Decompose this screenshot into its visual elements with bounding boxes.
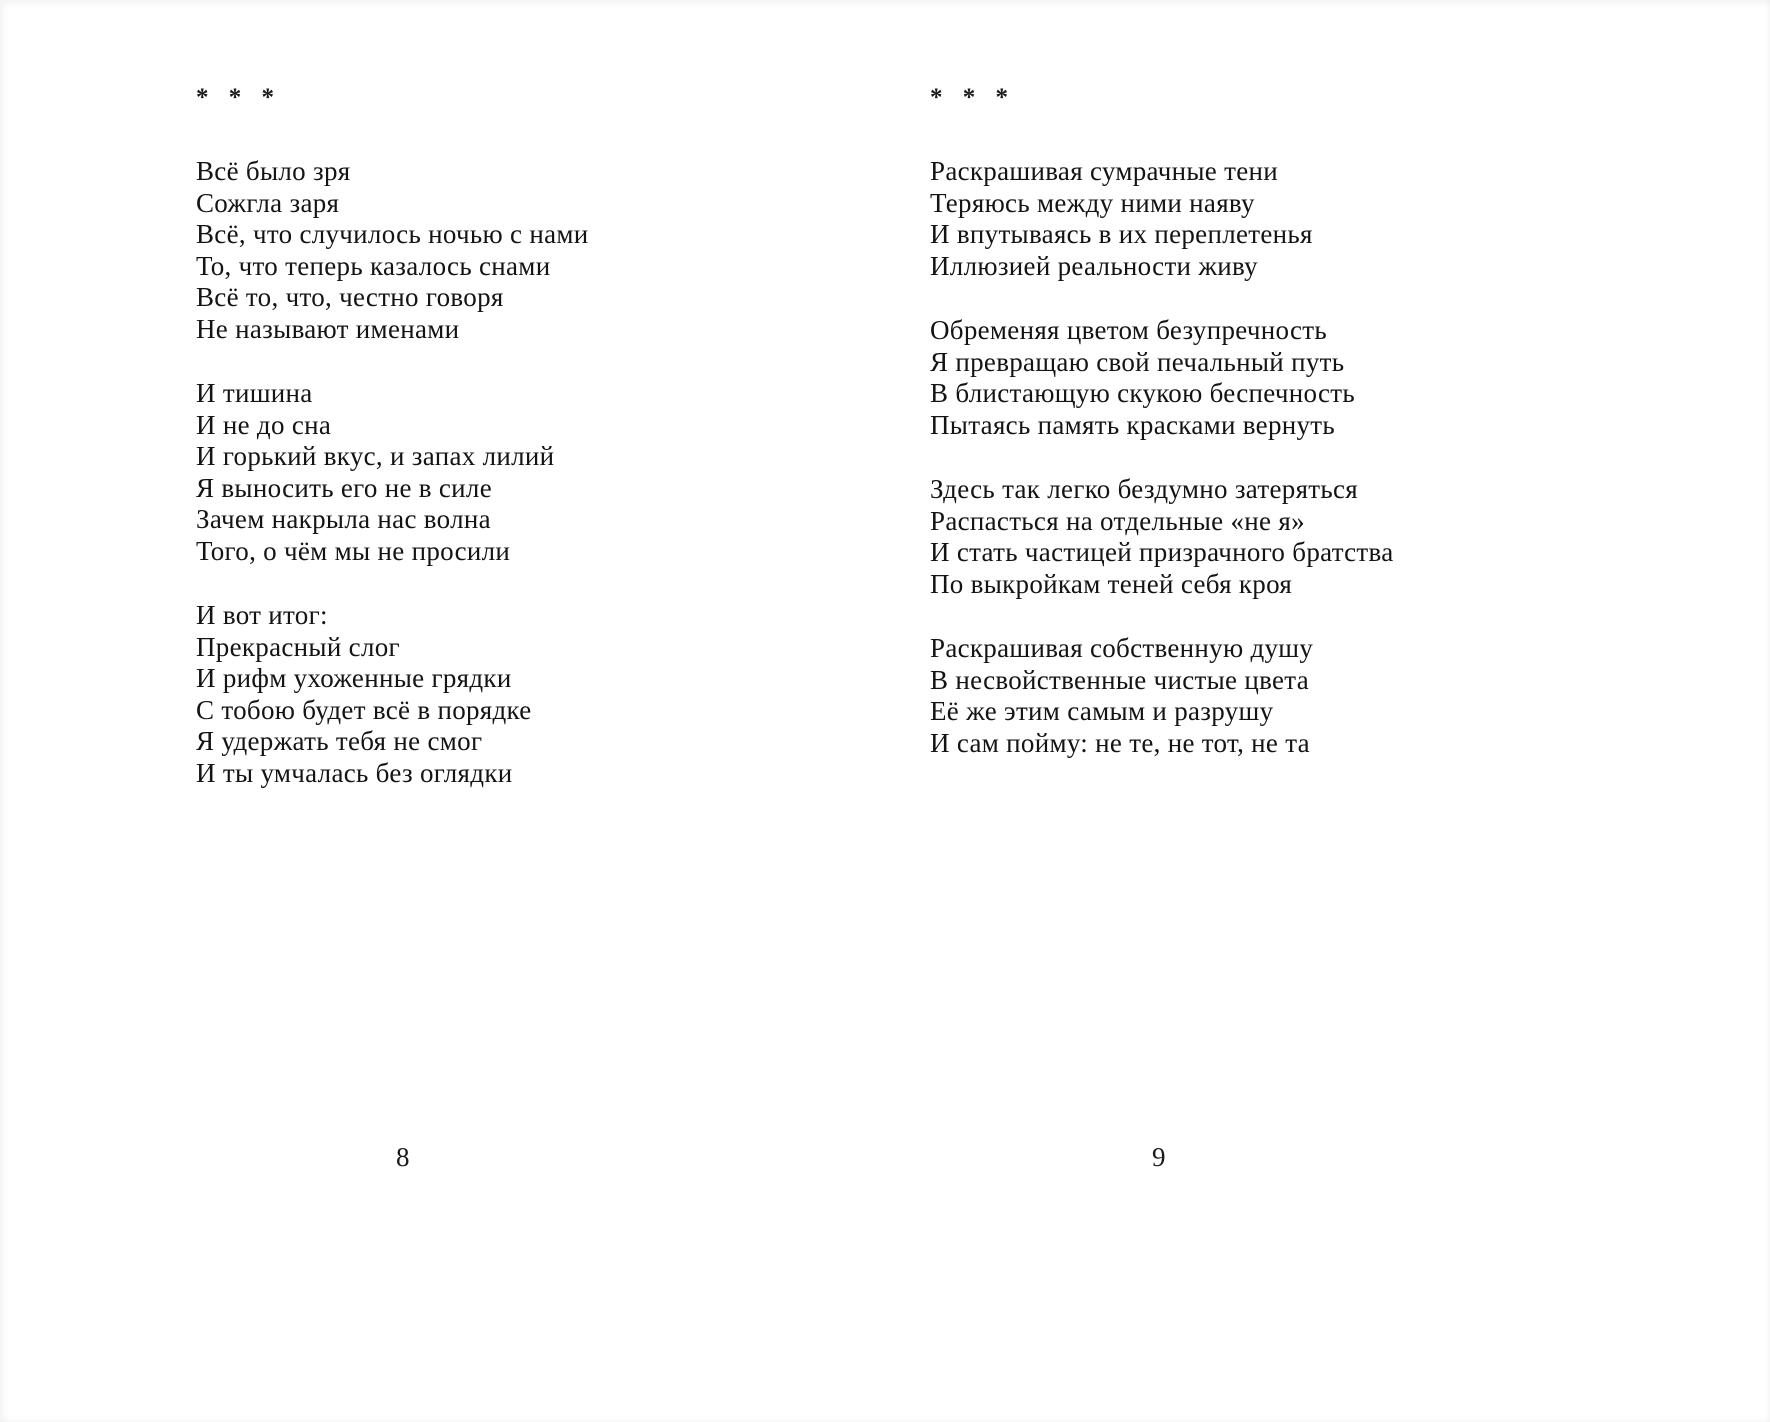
stanza bbox=[930, 474, 1570, 600]
poem-line: И впутываясь в их переплетенья bbox=[930, 219, 1313, 249]
poem-right bbox=[930, 156, 1570, 759]
poem-header-asterisks: * * * bbox=[196, 84, 281, 111]
poem-line: Теряюсь между ними наяву bbox=[930, 187, 1255, 218]
poem-line: И не до сна bbox=[196, 409, 332, 440]
page-number-right: 9 bbox=[1152, 1142, 1166, 1172]
poem-line: Всё то, что, честно говоря bbox=[196, 282, 504, 312]
page-right bbox=[930, 84, 1570, 792]
poem-line: И горький вкус, и запах лилий bbox=[196, 441, 555, 471]
poem-line: Я удержать тебя не смог bbox=[196, 726, 483, 756]
poem-line: Раскрашивая сумрачные тени bbox=[930, 156, 1279, 186]
poem-line: И сам пойму: не те, не тот, не та bbox=[930, 727, 1310, 758]
poem-line: И тишина bbox=[196, 378, 313, 408]
page-number-left: 8 bbox=[396, 1142, 410, 1172]
poem-line: По выкройкам теней себя кроя bbox=[930, 568, 1293, 599]
stanza bbox=[930, 315, 1570, 441]
poem-line: И рифм ухоженные грядки bbox=[196, 663, 512, 693]
poem-line: Распасться на отдельные «не я» bbox=[930, 505, 1305, 536]
poem-line: Всё, что случилось ночью с нами bbox=[196, 219, 589, 249]
poem-left bbox=[196, 156, 836, 789]
poem-line: Не называют именами bbox=[196, 313, 460, 344]
poem-header-asterisks: * * * bbox=[930, 84, 1015, 111]
poem-line: В несвойственные чистые цвета bbox=[930, 664, 1310, 695]
poem-line: Обременяя цветом безупречность bbox=[930, 315, 1327, 345]
stanza bbox=[196, 156, 836, 345]
poem-line: Я превращаю свой печальный путь bbox=[930, 346, 1345, 377]
poem-line: Я выносить его не в силе bbox=[196, 472, 492, 503]
stanza bbox=[930, 156, 1570, 282]
poem-line: То, что теперь казалось снами bbox=[196, 250, 551, 281]
poem-line: С тобою будет всё в порядке bbox=[196, 694, 532, 725]
stanza bbox=[196, 378, 836, 567]
poem-line: Раскрашивая собственную душу bbox=[930, 633, 1314, 663]
poem-line: Прекрасный слог bbox=[196, 631, 400, 662]
poem-line: И ты умчалась без оглядки bbox=[196, 757, 513, 788]
poem-line: Иллюзией реальности живу bbox=[930, 250, 1258, 281]
poem-line: В блистающую скукою беспечность bbox=[930, 378, 1355, 408]
poem-line: И вот итог: bbox=[196, 600, 328, 630]
page-left bbox=[196, 84, 836, 822]
poem-line: И стать частицей призрачного братства bbox=[930, 537, 1394, 567]
poem-line: Её же этим самым и разрушу bbox=[930, 696, 1274, 726]
poem-line: Пытаясь память красками вернуть bbox=[930, 409, 1336, 440]
poem-line: Того, о чём мы не просили bbox=[196, 535, 511, 566]
poem-line: Зачем накрыла нас волна bbox=[196, 504, 491, 534]
stanza bbox=[196, 600, 836, 789]
poem-line: Сожгла заря bbox=[196, 187, 340, 218]
poem-line: Здесь так легко бездумно затеряться bbox=[930, 474, 1359, 504]
poem-line: Всё было зря bbox=[196, 156, 351, 186]
stanza bbox=[930, 633, 1570, 759]
